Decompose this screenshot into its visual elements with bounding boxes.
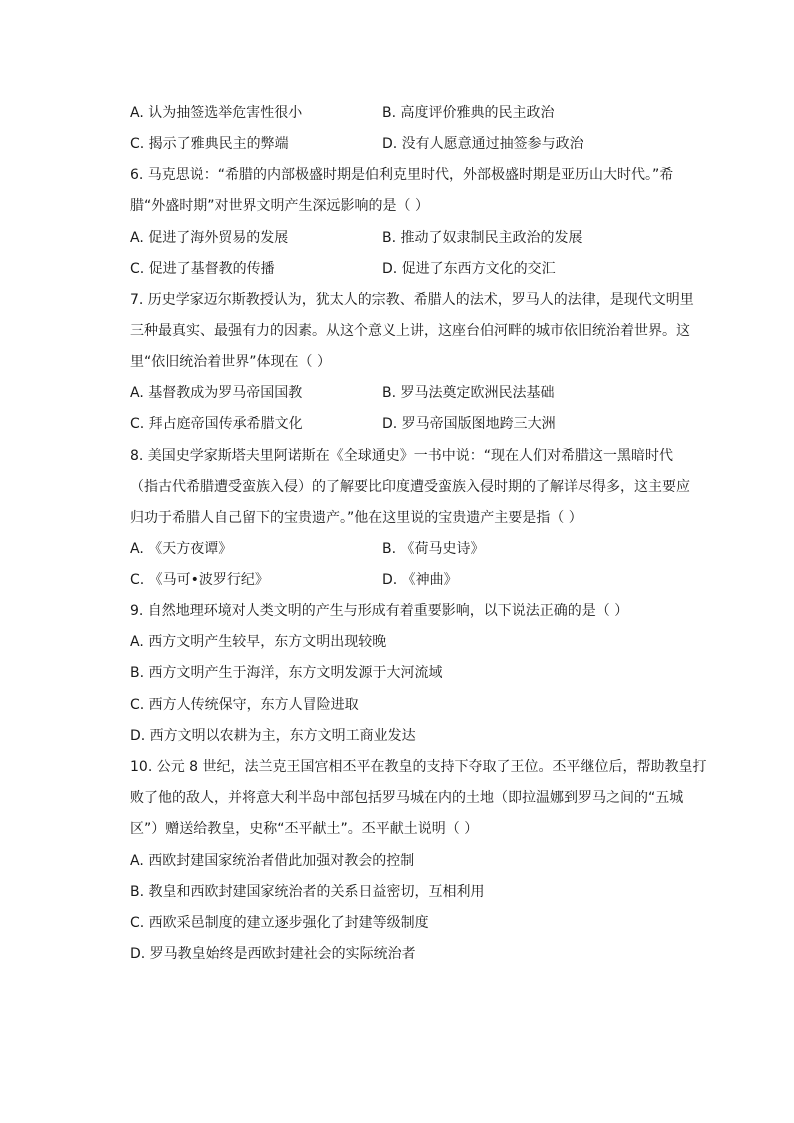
q9-option-c: C. 西方人传统保守，东方人冒险进取 [130,697,359,713]
q10-option-d: D. 罗马教皇始终是西欧封建社会的实际统治者 [130,946,416,962]
q9-option-d: D. 西方文明以农耕为主，东方文明工商业发达 [130,728,416,744]
q8-option-a: A. 《天方夜谭》 [130,541,233,557]
q8-option-c: C. 《马可•波罗行纪》 [130,572,269,588]
q7-option-b: B. 罗马法奠定欧洲民法基础 [382,385,555,401]
q10-stem-line1: 10. 公元 8 世纪，法兰克王国宫相丕平在教皇的支持下夺取了王位。丕平继位后，帮助教皇打 [130,759,707,775]
q7-option-d: D. 罗马帝国版图地跨三大洲 [382,416,556,432]
q7-option-a: A. 基督教成为罗马帝国国教 [130,385,303,401]
q9-option-a: A. 西方文明产生较早，东方文明出现较晚 [130,634,387,650]
q5-option-c: C. 揭示了雅典民主的弊端 [130,136,289,152]
q8-stem-line2: （指古代希腊遭受蛮族入侵）的了解要比印度遭受蛮族入侵时期的了解详尽得多，这主要应 [130,479,690,495]
q10-option-a: A. 西欧封建国家统治者借此加强对教会的控制 [130,853,415,869]
q7-option-c: C. 拜占庭帝国传承希腊文化 [130,416,303,432]
q7-stem-line3: 里“依旧统治着世界”体现在（ ） [130,354,331,370]
q6-option-a: A. 促进了海外贸易的发展 [130,230,289,246]
q8-stem-line1: 8. 美国史学家斯塔夫里阿诺斯在《全球通史》一书中说：“现在人们对希腊这一黑暗时代 [130,448,674,464]
q8-stem-line3: 归功于希腊人自己留下的宝贵遗产。”他在这里说的宝贵遗产主要是指（ ） [130,510,583,526]
q10-stem-line3: 区”）赠送给教皇，史称“丕平献土”。丕平献土说明（ ） [130,821,479,837]
q8-option-b: B. 《荷马史诗》 [382,541,485,557]
q9-option-b: B. 西方文明产生于海洋，东方文明发源于大河流域 [130,665,443,681]
q9-stem-line1: 9. 自然地理环境对人类文明的产生与形成有着重要影响，以下说法正确的是（ ） [130,603,629,619]
q10-option-c: C. 西欧采邑制度的建立逐步强化了封建等级制度 [130,915,429,931]
q5-option-b: B. 高度评价雅典的民主政治 [382,105,555,121]
q6-option-d: D. 促进了东西方文化的交汇 [382,261,556,277]
q5-option-d: D. 没有人愿意通过抽签参与政治 [382,136,584,152]
q6-stem-line1: 6. 马克思说：“希腊的内部极盛时期是伯利克里时代，外部极盛时期是亚历山大时代。”希 [130,167,674,183]
q10-stem-line2: 败了他的敌人，并将意大利半岛中部包括罗马城在内的土地（即拉温娜到罗马之间的“五城 [130,790,684,806]
q10-option-b: B. 教皇和西欧封建国家统治者的关系日益密切，互相利用 [130,884,485,900]
q6-option-b: B. 推动了奴隶制民主政治的发展 [382,230,583,246]
q7-stem-line2: 三种最真实、最强有力的因素。从这个意义上讲，这座台伯河畔的城市依旧统治着世界。这 [130,323,690,339]
q7-stem-line1: 7. 历史学家迈尔斯教授认为，犹太人的宗教、希腊人的法术，罗马人的法律，是现代文明里 [130,292,694,308]
q8-option-d: D. 《神曲》 [382,572,458,588]
q6-stem-line2: 腊“外盛时期”对世界文明产生深远影响的是（ ） [130,198,429,214]
q5-option-a: A. 认为抽签选举危害性很小 [130,105,303,121]
q6-option-c: C. 促进了基督教的传播 [130,261,275,277]
